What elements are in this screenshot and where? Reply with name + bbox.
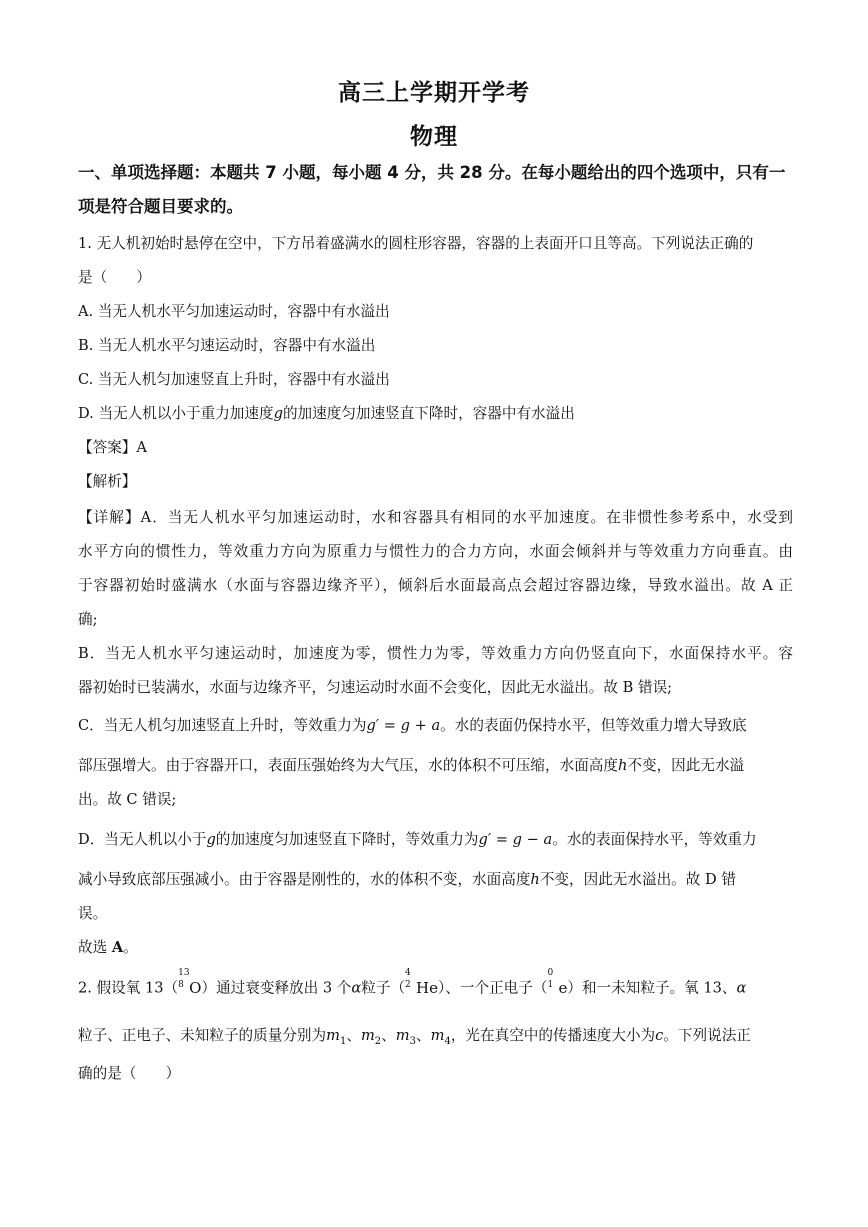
q1-option-b: B. 当无人机水平匀速运动时，容器中有水溢出	[78, 337, 376, 354]
subject-title: 物理	[410, 124, 458, 150]
helium4-isotope: 4 2 He	[405, 968, 439, 997]
detail-a-line1: 【详解】A．当无人机水平匀加速运动时，水和容器具有相同的水平加速度。在非惯性参考系中，水受到	[78, 509, 793, 526]
q2-line1: 2. 假设氧 13（ 13 8 O）通过衰变释放出 3 个α粒子（ 4 2 He）、一个正电子（ 0 1 e）和一未知粒子。氧 13、α	[78, 968, 747, 997]
formula-g-plus-a: g′ = g + a	[366, 717, 441, 734]
exam-title: 高三上学期开学考	[338, 80, 530, 106]
detail-c-line1: C．当无人机匀加速竖直上升时，等效重力为g′ = g + a。水的表面仍保持水平，但等效重力增大导致底	[78, 717, 747, 734]
detail-d-line1: D．当无人机以小于g的加速度匀加速竖直下降时，等效重力为g′ = g − a。水的表面保持水平，等效重力	[78, 831, 757, 848]
detail-a-line4: 确;	[78, 611, 98, 628]
detail-c-line3: 出。故 C 错误;	[78, 791, 177, 808]
detail-d-line3: 误。	[78, 905, 108, 922]
q1-stem-line2: 是（ ）	[78, 269, 151, 286]
detail-b-line2: 器初始时已装满水，水面与边缘齐平，匀速运动时水面不会变化，因此无水溢出。故 B 错误;	[78, 679, 673, 696]
q1-stem-line1: 1. 无人机初始时悬停在空中，下方吊着盛满水的圆柱形容器，容器的上表面开口且等高。下列说法正确的	[78, 235, 754, 252]
q1-analysis-label: 【解析】	[78, 473, 137, 490]
positron-symbol: 0 1 e	[547, 968, 568, 997]
q1-option-c: C. 当无人机匀加速竖直上升时，容器中有水溢出	[78, 371, 390, 388]
oxygen13-isotope: 13 8 O	[178, 968, 202, 997]
q2-line2: 粒子、正电子、未知粒子的质量分别为$m_1$、$m_2$、$m_3$、$m_4$，光在真空中的传播速度大小为c。下列说法正	[78, 1027, 751, 1047]
formula-g-minus-a: g′ = g − a	[478, 831, 553, 848]
section-heading: 一、单项选择题：本题共 7 小题，每小题 4 分，共 28 分。在每小题给出的四个选项中，只有一项是符合题目要求的。	[78, 163, 786, 216]
q1-choose: 故选 A。	[78, 939, 138, 956]
detail-a-line3: 于容器初始时盛满水（水面与容器边缘齐平），倾斜后水面最高点会超过容器边缘，导致水溢出。故 A 正	[78, 577, 793, 594]
q1-option-a: A. 当无人机水平匀加速运动时，容器中有水溢出	[78, 303, 390, 320]
detail-a-line2: 水平方向的惯性力，等效重力方向为原重力与惯性力的合力方向，水面会倾斜并与等效重力方向垂直。由	[78, 543, 793, 560]
q1-answer: 【答案】A	[78, 439, 147, 456]
q1-option-d: D. 当无人机以小于重力加速度g的加速度匀加速竖直下降时，容器中有水溢出	[78, 405, 575, 422]
detail-d-line2: 减小导致底部压强减小。由于容器是刚性的，水的体积不变，水面高度h不变，因此无水溢出。故 D 错	[78, 871, 736, 888]
detail-c-line2: 部压强增大。由于容器开口，表面压强始终为大气压，水的体积不可压缩，水面高度h不变，因此无水溢	[78, 757, 745, 774]
q2-line3: 确的是（ ）	[78, 1065, 181, 1082]
detail-b-line1: B．当无人机水平匀速运动时，加速度为零，惯性力为零，等效重力方向仍竖直向下，水面保持水平。容	[78, 645, 793, 662]
